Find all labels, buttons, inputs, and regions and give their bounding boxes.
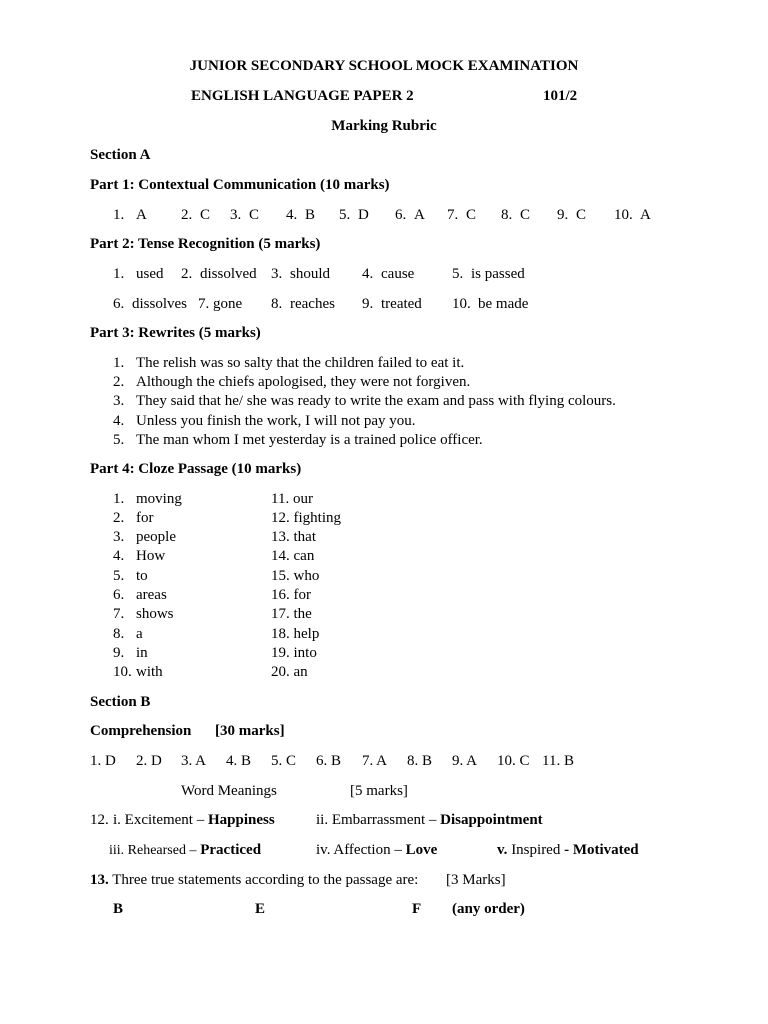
answer-item: 3. A [181, 753, 207, 769]
answer-item: 10. C [497, 753, 530, 769]
answer-num: 5. [339, 207, 351, 223]
answer-num: 1. [113, 266, 125, 282]
answer-num: 6. [113, 587, 125, 603]
roman-numeral: v. [497, 842, 508, 858]
answer-value: The relish was so salty that the children failed to eat it. [136, 355, 465, 371]
answer-item: 4. B [226, 753, 252, 769]
meaning-item [316, 841, 437, 859]
meaning-answer: Disappointment [440, 812, 543, 828]
answer-value: B [305, 207, 316, 223]
part3-heading: Part 3: Rewrites (5 marks) [90, 325, 261, 341]
answer-item: B [113, 901, 124, 917]
answer-value: Although the chiefs apologised, they were not forgiven. [136, 374, 471, 390]
answer-value: cause [381, 266, 415, 282]
paper-code: 101/2 [543, 88, 578, 104]
answer-value: be made [478, 296, 529, 312]
answer-item: 14. can [271, 548, 315, 564]
answer-num: 8. [271, 296, 283, 312]
meaning-answer: Love [405, 842, 438, 858]
answer-item: 13. that [271, 529, 316, 545]
answer-num: 8. [501, 207, 513, 223]
answer-num: 4. [113, 413, 125, 429]
answer-value: shows [136, 606, 174, 622]
answer-value: C [466, 207, 477, 223]
meaning-answer: Happiness [207, 812, 275, 828]
answer-item: 1. D [90, 753, 116, 769]
answer-num: 6. [113, 296, 125, 312]
section-b-heading: Section B [90, 694, 151, 710]
answer-item: 11. B [542, 753, 574, 769]
answer-value: is passed [471, 266, 525, 282]
meaning-word: ii. Embarrassment – [316, 812, 437, 828]
answer-num: 2. [181, 266, 193, 282]
answer-value: moving [136, 491, 182, 507]
answer-item: 20. an [271, 664, 308, 680]
answer-value: used [136, 266, 164, 282]
word-meanings-marks: [5 marks] [350, 783, 408, 799]
answer-value: dissolved [200, 266, 257, 282]
answer-num: 7. [113, 606, 125, 622]
answer-value: A [136, 207, 147, 223]
meaning-item [497, 841, 639, 859]
comprehension-label: Comprehension [90, 723, 192, 739]
answer-value: for [136, 510, 154, 526]
answer-item: E [255, 901, 266, 917]
part1-heading: Part 1: Contextual Communication (10 marks) [90, 177, 390, 193]
answer-value: How [136, 548, 166, 564]
answer-num: 8. [113, 626, 125, 642]
answer-item: 9. A [452, 753, 478, 769]
answer-num: 1. [113, 491, 125, 507]
answer-item: 17. the [271, 606, 312, 622]
answer-item: 18. help [271, 626, 320, 642]
answer-item: 6. B [316, 753, 342, 769]
section-a-heading: Section A [90, 147, 151, 163]
answer-value: reaches [290, 296, 335, 312]
answer-num: 7. [447, 207, 459, 223]
answer-num: 9. [557, 207, 569, 223]
answer-num: 10. [614, 207, 633, 223]
answer-value: C [576, 207, 587, 223]
answer-num: 6. [395, 207, 407, 223]
answer-value: A [414, 207, 425, 223]
answer-value: gone [213, 296, 243, 312]
answer-item: 12. fighting [271, 510, 341, 526]
answer-note: (any order) [452, 901, 525, 917]
answer-item: 11. our [271, 491, 313, 507]
answer-value: C [200, 207, 211, 223]
answer-item: 5. C [271, 753, 297, 769]
answer-value: treated [381, 296, 422, 312]
answer-num: 3. [113, 393, 125, 409]
meaning-word: Inspired [511, 842, 561, 858]
answer-num: 1. [113, 207, 125, 223]
answer-item: 2. D [136, 753, 162, 769]
meaning-item [109, 841, 261, 860]
question-number: 12. [90, 812, 109, 828]
answer-num: 3. [230, 207, 242, 223]
answer-num: 4. [286, 207, 298, 223]
answer-value: A [640, 207, 651, 223]
question-marks: [3 Marks] [446, 872, 506, 888]
answer-item: 15. who [271, 568, 320, 584]
answer-num: 5. [113, 568, 125, 584]
answer-num: 5. [452, 266, 464, 282]
answer-value: people [136, 529, 176, 545]
meaning-word: i. Excitement – [113, 812, 205, 828]
comprehension-marks: [30 marks] [215, 723, 285, 739]
answer-value: should [290, 266, 331, 282]
rubric-subtitle: Marking Rubric [331, 118, 437, 134]
answer-num: 2. [181, 207, 193, 223]
part4-heading: Part 4: Cloze Passage (10 marks) [90, 461, 302, 477]
answer-value: Unless you finish the work, I will not pay you. [136, 413, 416, 429]
answer-num: 7. [198, 296, 210, 312]
answer-num: 3. [113, 529, 125, 545]
meaning-answer: Practiced [200, 842, 262, 858]
exam-title: JUNIOR SECONDARY SCHOOL MOCK EXAMINATION [189, 58, 579, 74]
answer-num: 10. [452, 296, 471, 312]
answer-num: 1. [113, 355, 125, 371]
answer-value: a [136, 626, 143, 642]
meaning-answer: - Motivated [564, 842, 639, 858]
answer-value: They said that he/ she was ready to write the exam and pass with flying colours. [136, 393, 616, 409]
answer-num: 2. [113, 510, 125, 526]
answer-value: to [136, 568, 148, 584]
answer-item: 7. A [362, 753, 388, 769]
meaning-item [316, 811, 543, 829]
answer-num: 5. [113, 432, 125, 448]
answer-num: 10. [113, 664, 132, 680]
paper-name: ENGLISH LANGUAGE PAPER 2 [191, 88, 414, 104]
question-prompt: Three true statements according to the passage are: [112, 872, 419, 888]
meaning-word: iv. Affection – [316, 842, 402, 858]
answer-value: dissolves [132, 296, 188, 312]
question-text [90, 871, 418, 889]
question-number: 13. [90, 872, 109, 888]
answer-value: The man whom I met yesterday is a trained police officer. [136, 432, 483, 448]
meaning-item [113, 811, 275, 829]
answer-num: 4. [113, 548, 125, 564]
answer-value: areas [136, 587, 167, 603]
answer-value: in [136, 645, 148, 661]
answer-num: 2. [113, 374, 125, 390]
answer-value: with [136, 664, 163, 680]
answer-num: 4. [362, 266, 374, 282]
answer-num: 3. [271, 266, 283, 282]
word-meanings-label: Word Meanings [181, 783, 277, 799]
part2-heading: Part 2: Tense Recognition (5 marks) [90, 236, 321, 252]
meaning-word: iii. Rehearsed – [109, 843, 197, 858]
answer-item: 16. for [271, 587, 311, 603]
answer-num: 9. [113, 645, 125, 661]
answer-value: D [358, 207, 369, 223]
answer-value: C [520, 207, 531, 223]
answer-num: 9. [362, 296, 374, 312]
answer-item: 19. into [271, 645, 317, 661]
answer-item: F [412, 901, 422, 917]
answer-value: C [249, 207, 260, 223]
answer-item: 8. B [407, 753, 433, 769]
